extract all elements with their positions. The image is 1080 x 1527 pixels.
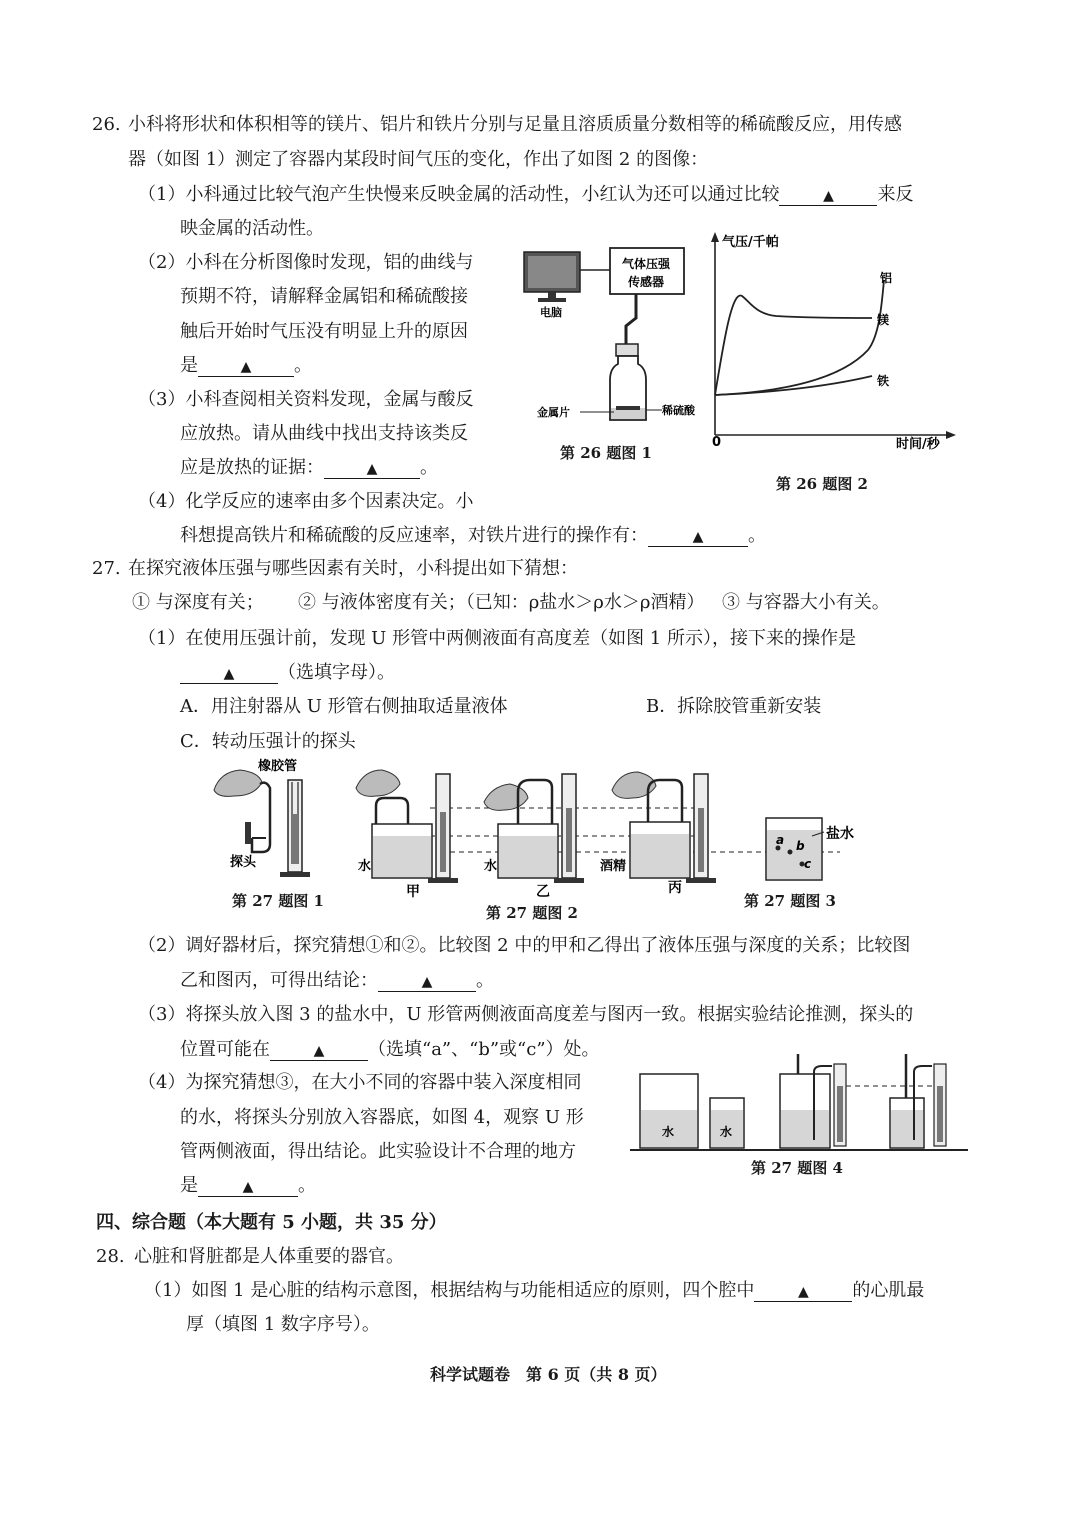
answer-blank[interactable]: ▲ [198, 1178, 298, 1197]
label-yi: 乙 [536, 884, 550, 900]
answer-blank[interactable]: ▲ [270, 1042, 368, 1061]
q26-part4-end: 。 [748, 525, 766, 546]
sensor-label-line1: 气体压强 [622, 257, 671, 271]
section-four-heading: 四、综合题（本大题有 5 小题，共 35 分） [96, 1212, 447, 1233]
answer-blank[interactable]: ▲ [779, 187, 877, 206]
pressure-gauge-fig1-icon [214, 770, 310, 877]
curve-upper [715, 280, 884, 395]
curve-upper-label: 铝 [880, 271, 893, 285]
answer-blank[interactable]: ▲ [198, 358, 294, 377]
q27-part4-line4 [180, 1175, 316, 1197]
q27-stem: 在探究液体压强与哪些因素有关时，小科提出如下猜想： [128, 558, 578, 579]
q26-part2-end: 。 [294, 355, 312, 376]
label-bing: 丙 [668, 880, 682, 896]
q26-part2-text: 是 [180, 355, 198, 376]
point-c-label: c [804, 857, 812, 871]
q27-part3-end: （选填“a”、“b”或“c”）处。 [368, 1039, 600, 1060]
q26-part3-line1: （3）小科查阅相关资料发现，金属与酸反 [138, 389, 474, 410]
probe-label: 探头 [230, 855, 257, 870]
computer-label: 电脑 [540, 306, 562, 319]
q26-number: 26. [92, 114, 121, 135]
q26-part4-line1: （4）化学反应的速率由多个因素决定。小 [138, 491, 474, 512]
q27-guess3: ③ 与容器大小有关。 [722, 592, 890, 613]
q27-part2-line1: （2）调好器材后，探究猜想①和②。比较图 2 中的甲和乙得出了液体压强与深度的关系；比较图 [138, 935, 911, 956]
q26-stem-line2: 器（如图 1）测定了容器内某段时间气压的变化，作出了如图 2 的图像： [128, 149, 709, 170]
q28-number: 28. [96, 1246, 125, 1267]
q27-figure4 [628, 1050, 973, 1155]
q26-part1 [138, 184, 913, 206]
q27-part2-line2 [180, 970, 494, 992]
gauge-jia-icon [356, 770, 458, 883]
water-label-jia: 水 [358, 859, 372, 874]
q28-part1-line2: 厚（填图 1 数字序号）。 [186, 1314, 380, 1335]
brine-label: 盐水 [826, 826, 854, 842]
q26-part2-line3: 触后开始时气压没有明显上升的原因 [180, 321, 468, 342]
q27-figure3-caption: 第 27 题图 3 [744, 892, 836, 910]
q27-part4-line3: 管两侧液面，得出结论。此实验设计不合理的地方 [180, 1141, 576, 1162]
answer-blank[interactable]: ▲ [378, 973, 476, 992]
q27-part4-line2: 的水，将探头分别放入容器底，如图 4，观察 U 形 [180, 1107, 584, 1128]
origin-label: 0 [712, 435, 722, 450]
acid-label: 稀硫酸 [662, 404, 695, 417]
q27-part1-line2 [180, 662, 395, 684]
q26-part2-line4 [180, 355, 312, 377]
q27-guess2: ② 与液体密度有关；（已知：ρ盐水＞ρ水＞ρ酒精） [298, 592, 705, 613]
q28-part1-text2: 的心肌最 [852, 1280, 925, 1301]
q27-figure4-caption: 第 27 题图 4 [751, 1159, 843, 1177]
q26-figure2-graph [700, 230, 960, 460]
q26-part2-line1: （2）小科在分析图像时发现，铝的曲线与 [138, 252, 474, 273]
q26-part3-text: 应是放热的证据： [180, 457, 324, 478]
y-axis-label: 气压/千帕 [722, 235, 779, 250]
curve-lower-label: 铁 [877, 374, 890, 388]
answer-blank[interactable]: ▲ [180, 665, 278, 684]
q28-part1-text: （1）如图 1 是心脏的结构示意图，根据结构与功能相适应的原则，四个腔中 [144, 1280, 755, 1301]
q26-part1-text: （1）小科通过比较气泡产生快慢来反映金属的活动性，小红认为还可以通过比较 [138, 184, 780, 205]
brine-beaker-icon [766, 818, 822, 880]
water-label-yi: 水 [484, 859, 498, 874]
x-axis-label: 时间/秒 [896, 437, 940, 452]
q26-part2-line2: 预期不符，请解释金属铝和稀硫酸接 [180, 286, 468, 307]
q28-part1-line1 [144, 1280, 924, 1302]
q26-part1-line2: 映金属的活动性。 [180, 218, 324, 239]
q26-part3-line3 [180, 457, 438, 479]
q26-part3-line2: 应放热。请从曲线中找出支持该类反 [180, 423, 468, 444]
rubber-tube-label: 橡胶管 [258, 759, 298, 774]
q27-figure2-caption: 第 27 题图 2 [486, 904, 578, 922]
point-a-label: a [776, 833, 785, 847]
q27-part1-text: （选填字母）。 [278, 662, 395, 683]
water-label-large: 水 [662, 1125, 675, 1139]
q27-part2-end: 。 [476, 970, 494, 991]
q26-figure1-apparatus [518, 240, 708, 440]
q27-part3-text: 位置可能在 [180, 1039, 270, 1060]
q27-number: 27. [92, 558, 121, 579]
gauge-bing-icon [612, 772, 716, 883]
q27-option-b: B．拆除胶管重新安装 [646, 696, 822, 717]
metal-strip-label: 金属片 [537, 406, 570, 419]
small-beaker-icon [710, 1098, 744, 1148]
gauge-small-beaker-icon [890, 1054, 946, 1148]
answer-blank[interactable]: ▲ [754, 1283, 852, 1302]
q27-option-a: A．用注射器从 U 形管右侧抽取适量液体 [180, 696, 508, 717]
curve-middle [715, 296, 872, 395]
q27-figure1-caption: 第 27 题图 1 [232, 892, 324, 910]
q28-stem: 心脏和肾脏都是人体重要的器官。 [134, 1246, 404, 1267]
reaction-bottle-icon [610, 344, 646, 420]
q27-part1-line1: （1）在使用压强计前，发现 U 形管中两侧液面有高度差（如图 1 所示），接下来的操作是 [138, 628, 856, 649]
q26-part4-line2 [180, 525, 766, 547]
alcohol-label: 酒精 [600, 859, 627, 874]
q26-figure1-caption: 第 26 题图 1 [560, 444, 652, 462]
point-b-label: b [796, 839, 805, 853]
q27-part3-line2 [180, 1039, 600, 1061]
answer-blank[interactable]: ▲ [648, 528, 748, 547]
page-footer: 科学试题卷 第 6 页（共 8 页） [430, 1365, 667, 1384]
q27-part4-line1: （4）为探究猜想③，在大小不同的容器中装入深度相同 [138, 1072, 582, 1093]
label-jia: 甲 [406, 884, 420, 900]
q26-part4-text: 科想提高铁片和稀硫酸的反应速率，对铁片进行的操作有： [180, 525, 648, 546]
q27-part4-text: 是 [180, 1175, 198, 1196]
q27-option-c: C．转动压强计的探头 [180, 731, 356, 752]
q27-part2-text: 乙和图丙，可得出结论： [180, 970, 378, 991]
q27-part3-line1: （3）将探头放入图 3 的盐水中，U 形管两侧液面高度差与图丙一致。根据实验结论推测，探头的 [138, 1004, 914, 1025]
sensor-label-line2: 传感器 [628, 275, 665, 289]
q27-guess1: ① 与深度有关； [132, 592, 264, 613]
water-label-small: 水 [720, 1125, 733, 1139]
q26-stem-line1: 小科将形状和体积相等的镁片、铝片和铁片分别与足量且溶质质量分数相等的稀硫酸反应，用传感 [128, 114, 902, 135]
q26-figure2-caption: 第 26 题图 2 [776, 475, 868, 493]
answer-blank[interactable]: ▲ [324, 460, 420, 479]
q27-part4-end: 。 [298, 1175, 316, 1196]
curve-middle-label: 镁 [877, 313, 890, 327]
gauge-large-beaker-icon [780, 1054, 846, 1148]
gauge-yi-icon [484, 774, 584, 883]
q26-part3-end: 。 [420, 457, 438, 478]
computer-icon [524, 252, 580, 302]
q26-part1-text2: 来反 [877, 184, 914, 205]
